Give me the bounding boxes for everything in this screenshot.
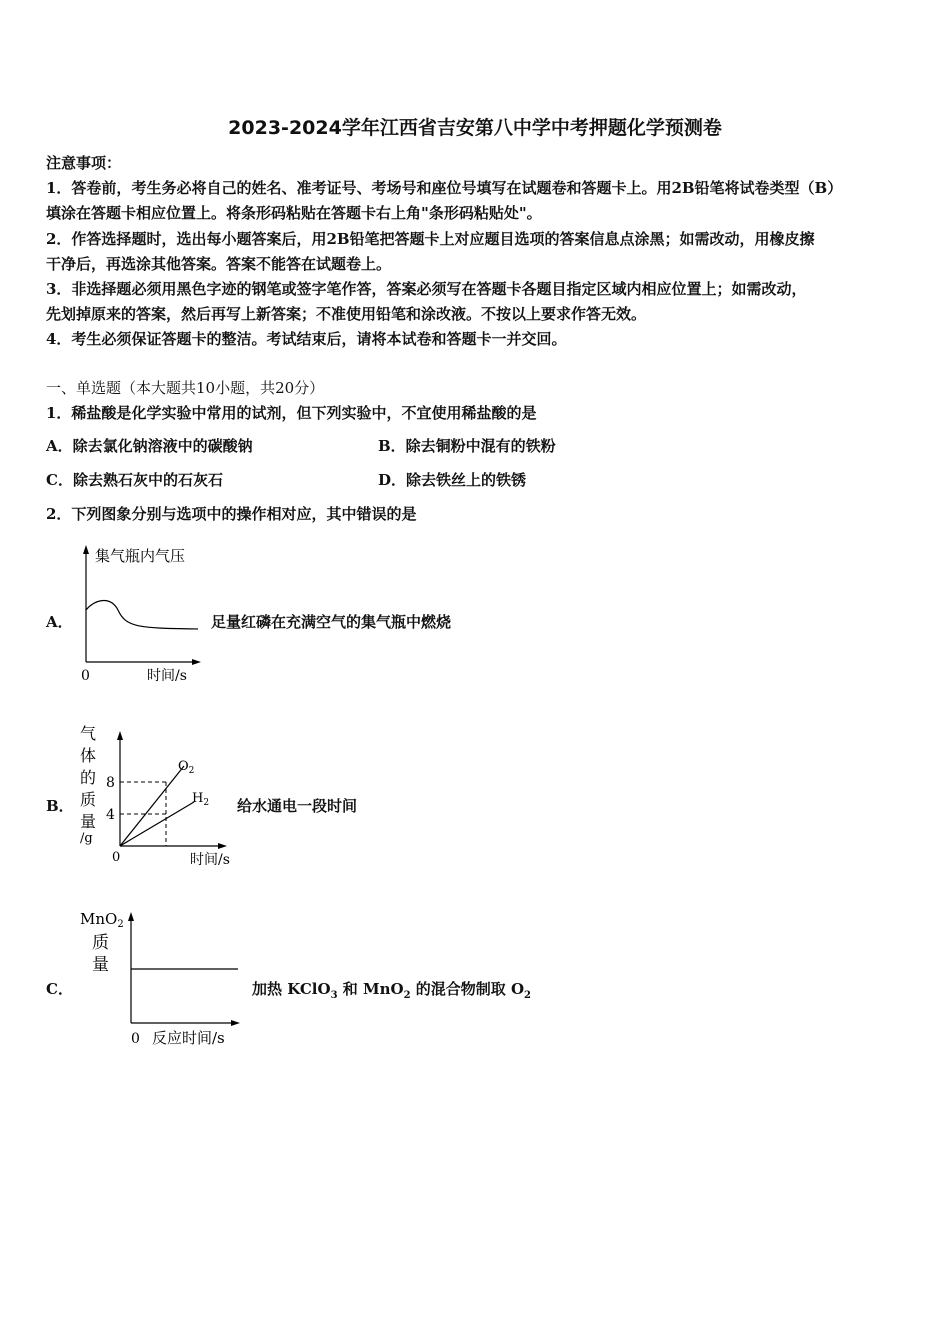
q2-option-a-label: A．	[46, 613, 73, 631]
q1-option-a: A．除去氯化钠溶液中的碳酸钠	[46, 437, 253, 455]
graph-a-ylabel: 集气瓶内气压	[95, 547, 186, 565]
graph-b-ylabel-char: 体	[80, 746, 97, 765]
graph-b-ylabel-char: 气	[80, 724, 97, 743]
q2-option-c-desc: 加热 KClO$_3$ 和 MnO$_2$ 的混合物制取 $O_2$	[252, 980, 532, 1001]
section-heading: 一、单选题（本大题共10小题，共20分）	[46, 379, 325, 397]
graph-b-tick-8: 8	[106, 775, 115, 791]
q1-option-d: D．除去铁丝上的铁锈	[378, 471, 527, 489]
graph-b-ylabel-unit: /g	[80, 831, 93, 846]
notice-line: 1．答卷前，考生务必将自己的姓名、准考证号、考场号和座位号填写在试题卷和答题卡上。用2B铅笔将试卷类型（B）	[46, 179, 843, 197]
graph-b-y-arrow	[117, 731, 123, 740]
q1-stem: 1．稀盐酸是化学实验中常用的试剂，但下列实验中，不宜使用稀盐酸的是	[46, 404, 537, 422]
graph-a-origin: 0	[81, 668, 90, 684]
graph-a-x-arrow	[192, 659, 201, 665]
notice-line: 3．非选择题必须用黑色字迹的钢笔或签字笔作答，答案必须写在答题卡各题目指定区域内相应位置上；如需改动，	[46, 280, 807, 298]
page-title: 2023-2024学年江西省吉安第八中学中考押题化学预测卷	[228, 117, 722, 139]
graph-a	[70, 540, 220, 690]
graph-c-ylabel-2: 质	[92, 933, 109, 953]
graph-a-y-arrow	[83, 545, 89, 554]
graph-b-line-o2	[120, 766, 184, 846]
graph-c	[72, 900, 262, 1060]
graph-c-origin: 0	[131, 1031, 140, 1047]
graph-c-ylabel-3: 量	[92, 955, 109, 975]
graph-b-ylabel-char: 量	[80, 812, 97, 831]
graph-b-series-h2: $H_2$	[192, 791, 210, 808]
notice-line: 填涂在答题卡相应位置上。将条形码粘贴在答题卡右上角"条形码粘贴处"。	[46, 204, 542, 222]
q2-option-b-desc: 给水通电一段时间	[237, 797, 358, 815]
graph-c-x-arrow	[231, 1020, 240, 1026]
q2-option-b-label: B．	[46, 797, 74, 815]
graph-b-tick-4: 4	[106, 807, 115, 823]
notice-heading: 注意事项：	[46, 154, 122, 172]
q2-stem: 2．下列图象分别与选项中的操作相对应，其中错误的是	[46, 505, 417, 523]
graph-b-x-arrow	[218, 843, 227, 849]
graph-c-y-arrow	[128, 912, 134, 921]
q1-option-c: C．除去熟石灰中的石灰石	[46, 471, 223, 489]
notice-line: 2．作答选择题时，选出每小题答案后，用2B铅笔把答题卡上对应题目选项的答案信息点涂黑；如需改动，用橡皮擦	[46, 230, 815, 248]
graph-a-pressure-curve	[86, 601, 198, 629]
graph-b-series-o2: $O_2$	[178, 759, 195, 776]
graph-b-line-h2	[120, 802, 194, 846]
notice-line: 先划掉原来的答案，然后再写上新答案；不准使用铅笔和涂改液。不按以上要求作答无效。	[46, 305, 647, 323]
graph-b-ylabel-char: 质	[80, 790, 97, 809]
graph-b-xlabel: 时间/s	[190, 852, 230, 868]
q2-option-c-label: C．	[46, 980, 73, 998]
graph-c-xlabel: 反应时间/s	[152, 1029, 225, 1047]
graph-b-origin: 0	[112, 850, 121, 865]
graph-b-ylabel-char: 的	[80, 768, 97, 787]
notice-line: 干净后，再选涂其他答案。答案不能答在试题卷上。	[46, 255, 392, 273]
q1-option-b: B．除去铜粉中混有的铁粉	[378, 437, 556, 455]
graph-c-ylabel-1: MnO$_2$	[80, 910, 124, 930]
graph-a-xlabel: 时间/s	[147, 668, 187, 684]
graph-b	[72, 718, 242, 878]
notice-line: 4．考生必须保证答题卡的整洁。考试结束后，请将本试卷和答题卡一并交回。	[46, 330, 567, 348]
q2-option-a-desc: 足量红磷在充满空气的集气瓶中燃烧	[211, 613, 452, 631]
